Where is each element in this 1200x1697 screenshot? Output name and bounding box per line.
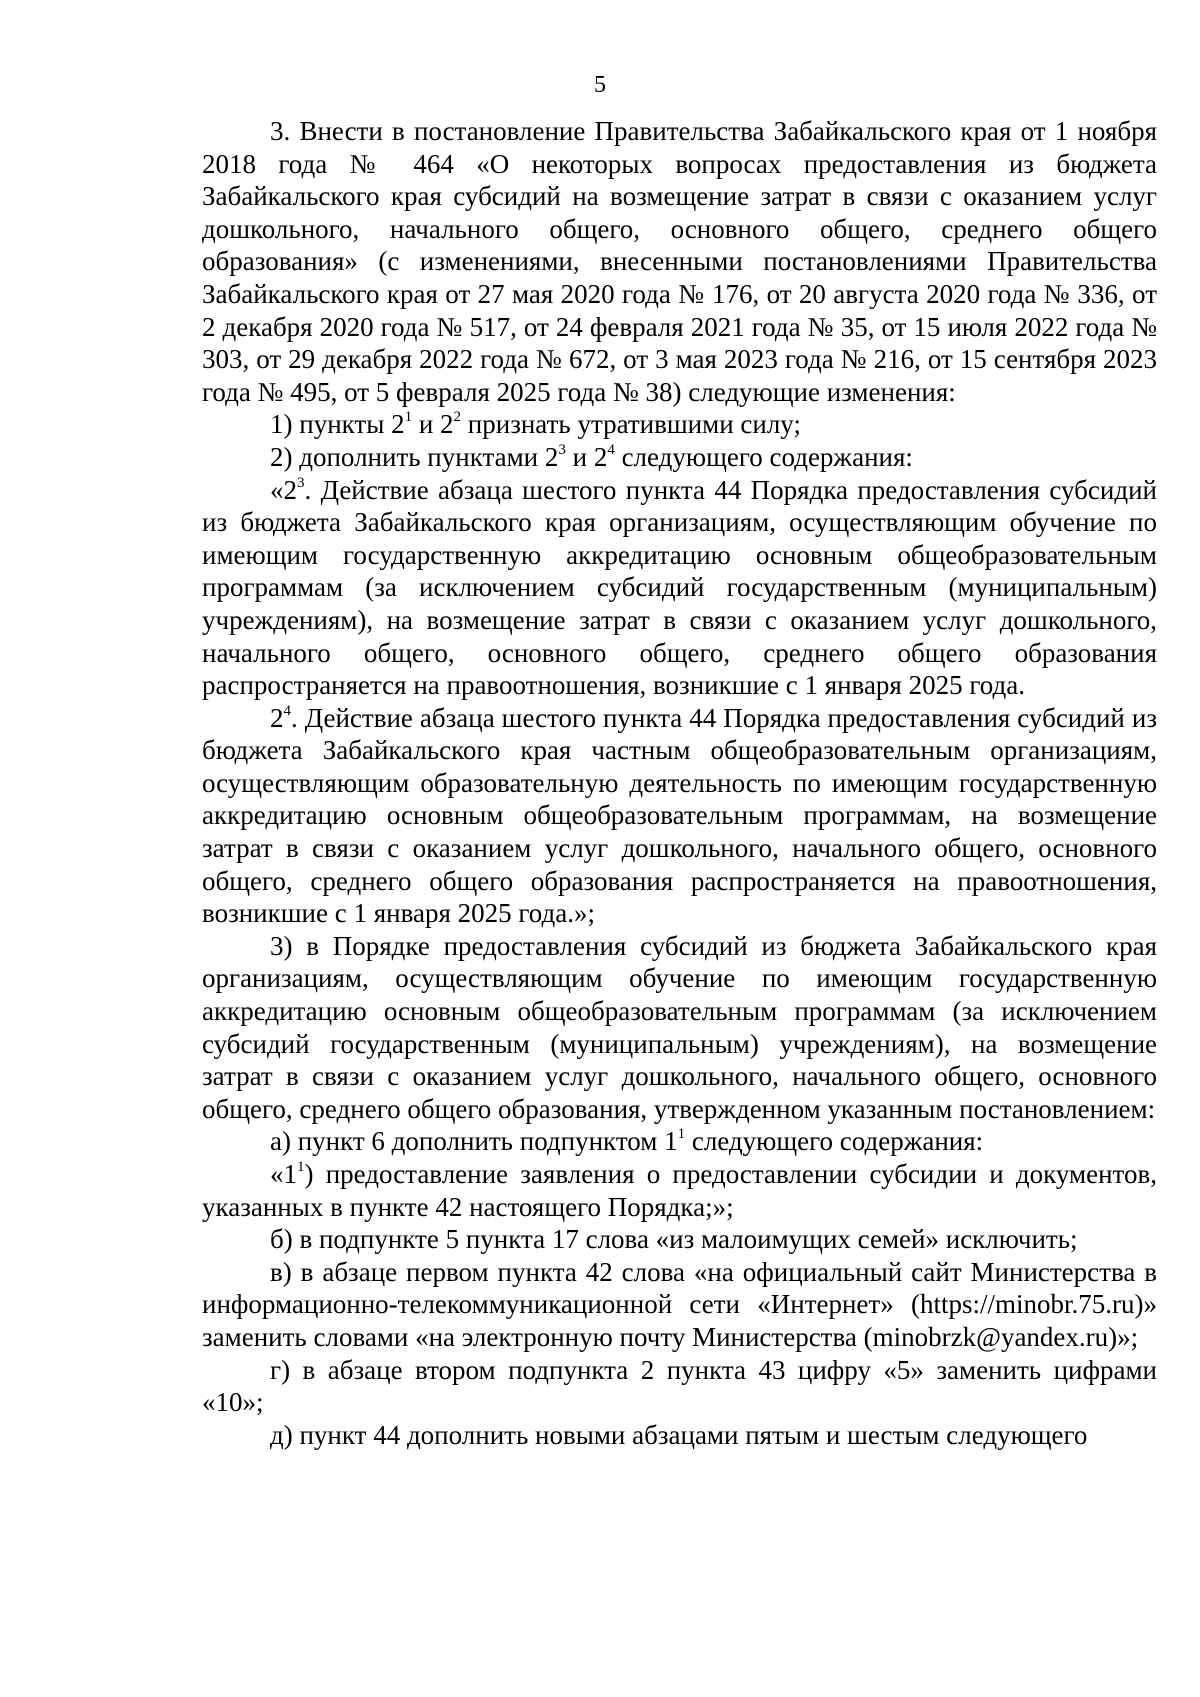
superscript: 2 — [453, 409, 462, 426]
paragraph-text: и 2 — [412, 409, 454, 440]
paragraph — [202, 115, 1157, 408]
paragraph — [202, 930, 1157, 1126]
paragraph — [202, 702, 1157, 930]
paragraph-text: 3) в Порядке предоставления субсидий из бюджета Забайкальского края организациям, осуществляющим обучение по имеющим государственную аккредитацию основным общеобразовательным программам (за исключением субсидий государственным (муниципальным) учреждениям), на возмещение затрат в связи с оказанием услуг дошкольного, начального общего, основного общего, среднего общего образования, утвержденном указанным постановлением: — [202, 930, 1157, 1124]
paragraph — [202, 474, 1157, 702]
superscript: 1 — [297, 1159, 305, 1175]
paragraph-text: признать утратившими силу; — [461, 409, 801, 440]
paragraph — [202, 1354, 1157, 1419]
paragraph-text: . Действие абзаца шестого пункта 44 Порядка предоставления субсидий из бюджета Забайкальского края частным общеобразовательным организациям, осуществляющим образовательную деятельность по имеющим государственную аккредитацию основным общеобразовательным программам, на возмещение затрат в связи с оказанием услуг дошкольного, начального общего, основного общего, среднего общего образования распространяется на правоотношения, возникшие с 1 января 2025 года.»; — [202, 702, 1157, 929]
paragraph-text: «2 — [270, 474, 297, 505]
paragraph-text: в) в абзаце первом пункта 42 слова «на официальный сайт Министерства в информационно-телекоммуникационной сети «Интернет» (https://minobr.75.ru)» заменить словами «на электронную почту Министерства (minobrzk@yandex.ru)»; — [202, 1256, 1157, 1352]
paragraph — [202, 441, 1157, 474]
superscript: 1 — [404, 409, 413, 426]
paragraph-text: 3. Внести в постановление Правительства Забайкальского края от 1 ноября 2018 года № 464 «О некоторых вопросах предоставления из бюджета Забайкальского края субсидий на возмещение затрат в связи с оказанием услуг дошкольного, начального общего, основного общего, среднего общего образования» (с изменениями, внесенными постановлениями Правительства Забайкальского края от 27 мая 2020 года № 176, от 20 августа 2020 года № 336, от 2 декабря 2020 года № 517, от 24 февраля 2021 года № 35, от 15 июля 2022 года № 303, от 29 декабря 2022 года № 672, от 3 мая 2023 года № 216, от 15 сентября 2023 года № 495, от 5 февраля 2025 года № 38) следующие изменения: — [202, 116, 1157, 407]
paragraph-text: следующего содержания: — [685, 1126, 984, 1157]
paragraph — [202, 1256, 1157, 1354]
paragraph — [202, 1125, 1157, 1158]
paragraph-text: д) пункт 44 дополнить новыми абзацами пятым и шестым следующего — [270, 1419, 1088, 1450]
superscript: 3 — [558, 441, 566, 458]
paragraph — [202, 1223, 1157, 1256]
superscript: 3 — [297, 474, 305, 491]
paragraph-text: б) в подпункте 5 пункта 17 слова «из малоимущих семей» исключить; — [270, 1224, 1078, 1255]
superscript: 1 — [677, 1126, 686, 1143]
paragraph-text: 1) пункты 2 — [270, 409, 405, 440]
paragraph-text: . Действие абзаца шестого пункта 44 Порядка предоставления субсидий из бюджета Забайкальского края организациям, осуществляющим обучение по имеющим государственную аккредитацию основным общеобразовательным программам (за исключением субсидий государственным (муниципальным) учреждениям), на возмещение затрат в связи с оказанием услуг дошкольного, начального общего, основного общего, среднего общего образования распространяется на правоотношения, возникшие с 1 января 2025 года. — [202, 474, 1157, 701]
superscript: 4 — [283, 702, 291, 719]
paragraph-text: следующего содержания: — [614, 441, 913, 472]
paragraph-text: «1 — [270, 1159, 297, 1189]
document-body — [202, 115, 1157, 1451]
paragraph-text: а) пункт 6 дополнить подпунктом 1 — [270, 1126, 678, 1157]
page-number: 5 — [594, 72, 606, 98]
superscript: 4 — [607, 441, 615, 458]
paragraph-text: г) в абзаце втором подпункта 2 пункта 43 цифру «5» заменить цифрами «10»; — [202, 1354, 1157, 1418]
paragraph-text: и 2 — [565, 441, 608, 472]
paragraph — [202, 1419, 1157, 1452]
paragraph-text: 2) дополнить пунктами 2 — [270, 441, 559, 472]
paragraph — [202, 1158, 1157, 1223]
paragraph — [202, 408, 1157, 441]
paragraph-text: ) предоставление заявления о предоставлении субсидии и документов, указанных в пункте 42 настоящего Порядка;»; — [202, 1159, 1157, 1222]
paragraph-text: 2 — [270, 702, 284, 733]
